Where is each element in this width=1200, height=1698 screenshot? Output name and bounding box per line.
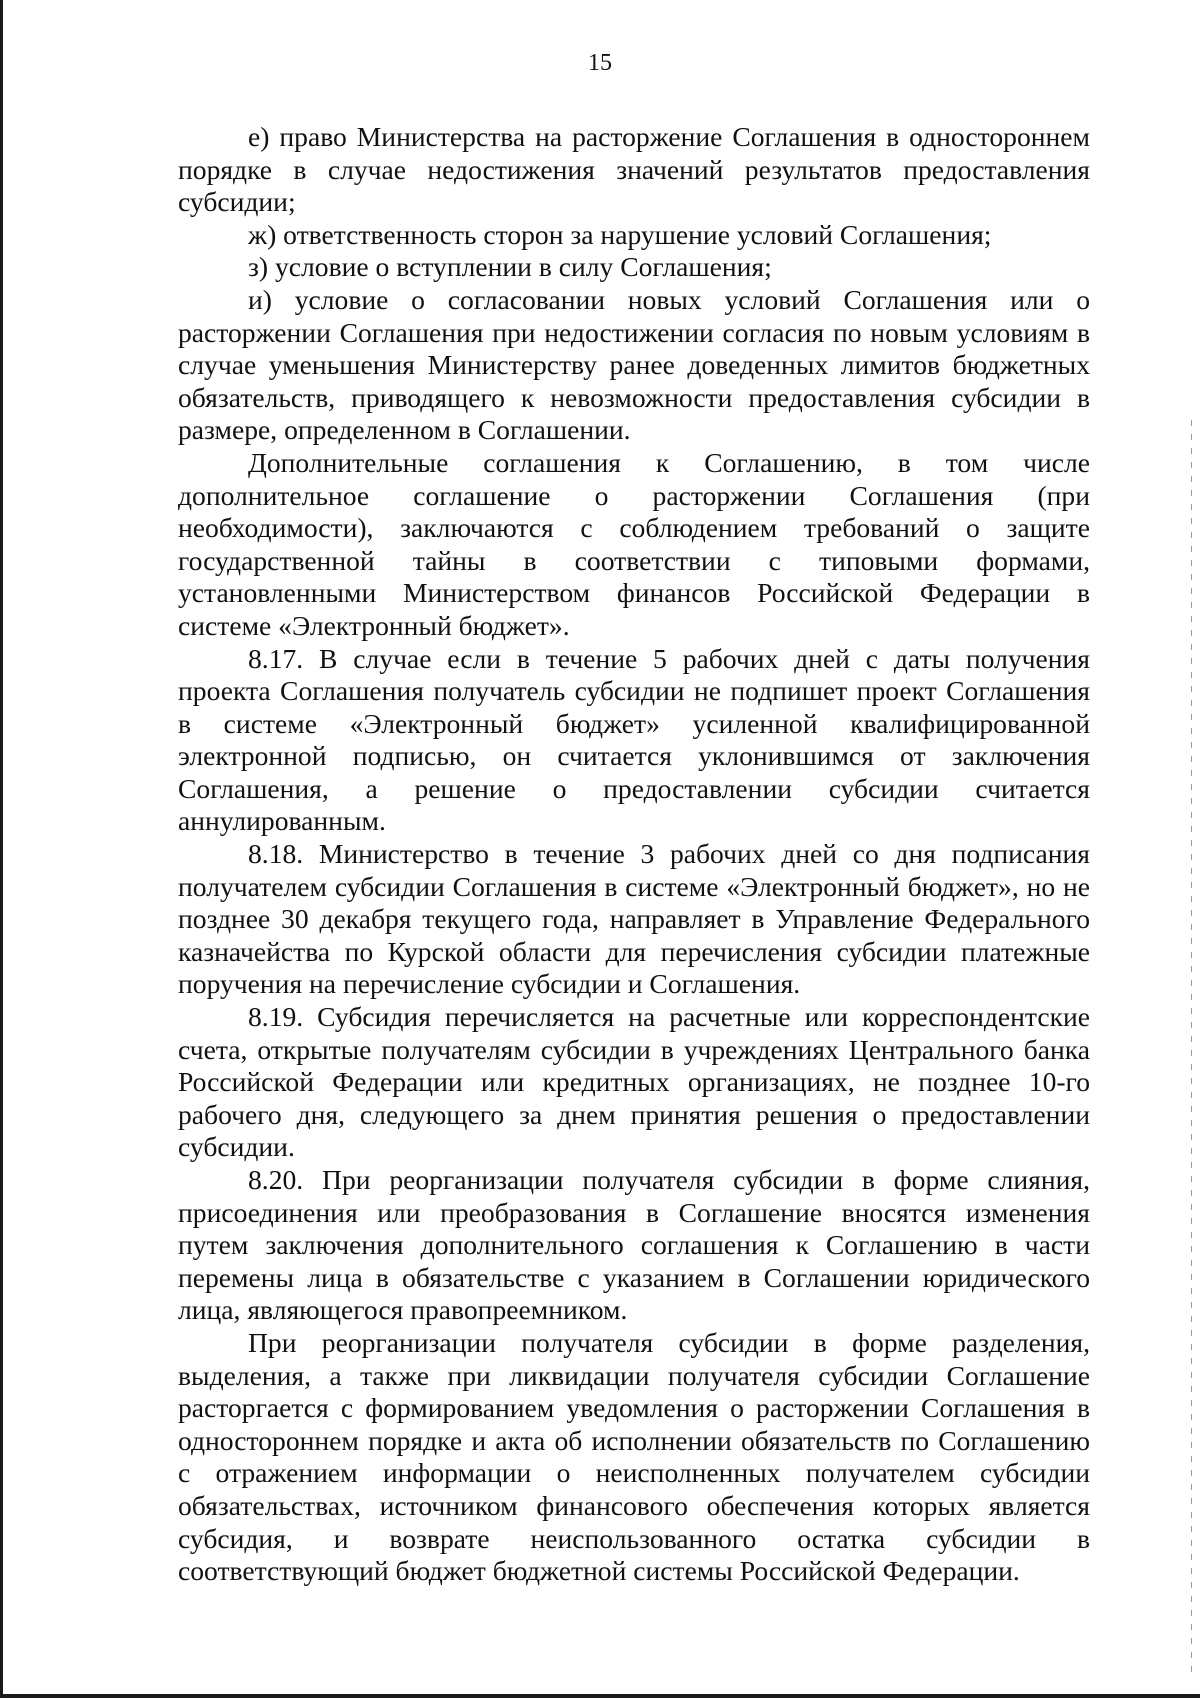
document-body	[178, 121, 1090, 1588]
paragraph-zh-responsibility: ж) ответственность сторон за нарушение условий Соглашения;	[248, 218, 992, 250]
paragraph-8-18: 8.18. Министерство в течение 3 рабочих дней со дня подписания получателем субсидии Соглашения в системе «Электронный бюджет», но не позднее 30 декабря текущего года, направляет в Управление Федерального казначейства по Курской области для перечисления субсидии платежные поручения на перечисление субсидии и Соглашения.	[178, 838, 1090, 1000]
paragraph-z-entry-into-force: з) условие о вступлении в силу Соглашения;	[248, 251, 772, 283]
scan-bottom-edge	[0, 1694, 1200, 1698]
scan-left-edge	[0, 0, 3, 1698]
page-number: 15	[588, 50, 612, 76]
scan-right-edge	[1191, 420, 1192, 1680]
paragraph-8-20: 8.20. При реорганизации получателя субсидии в форме слияния, присоединения или преобразования в Соглашение вносятся изменения путем заключения дополнительного соглашения к Соглашению в части перемены лица в обязательстве с указанием в Соглашении юридического лица, являющегося правопреемником.	[178, 1164, 1090, 1326]
paragraph-e-right-to-terminate: е) право Министерства на расторжение Соглашения в одностороннем порядке в случае недостижения значений результатов предоставления субсидии;	[178, 121, 1090, 218]
paragraph-reorganization-termination: При реорганизации получателя субсидии в форме разделения, выделения, а также при ликвидации получателя субсидии Соглашение расторгается с формированием уведомления о расторжении Соглашения в одностороннем порядке и акта об исполнении обязательств по Соглашению с отражением информации о неисполненных получателем субсидии обязательствах, источником финансового обеспечения которых является субсидия, и возврате неиспользованного остатка субсидии в соответствующий бюджет бюджетной системы Российской Федерации.	[178, 1326, 1090, 1587]
paragraph-additional-agreements: Дополнительные соглашения к Соглашению, в том числе дополнительное соглашение о расторжении Соглашения (при необходимости), заключаются с соблюдением требований о защите государственной тайны в соответствии с типовыми формами, установленными Министерством финансов Российской Федерации в системе «Электронный бюджет».	[178, 446, 1090, 641]
paragraph-8-17: 8.17. В случае если в течение 5 рабочих дней с даты получения проекта Соглашения получатель субсидии не подпишет проект Соглашения в системе «Электронный бюджет» усиленной квалифицированной электронной подписью, он считается уклонившимся от заключения Соглашения, а решение о предоставлении субсидии считается аннулированным.	[178, 642, 1090, 837]
paragraph-8-19: 8.19. Субсидия перечисляется на расчетные или корреспондентские счета, открытые получателям субсидии в учреждениях Центрального банка Российской Федерации или кредитных организациях, не позднее 10-го рабочего дня, следующего за днем принятия решения о предоставлении субсидии.	[178, 1001, 1090, 1163]
paragraph-i-new-conditions: и) условие о согласовании новых условий Соглашения или о расторжении Соглашения при недостижении согласия по новым условиям в случае уменьшения Министерству ранее доведенных лимитов бюджетных обязательств, приводящего к невозможности предоставления субсидии в размере, определенном в Соглашении.	[178, 283, 1090, 446]
